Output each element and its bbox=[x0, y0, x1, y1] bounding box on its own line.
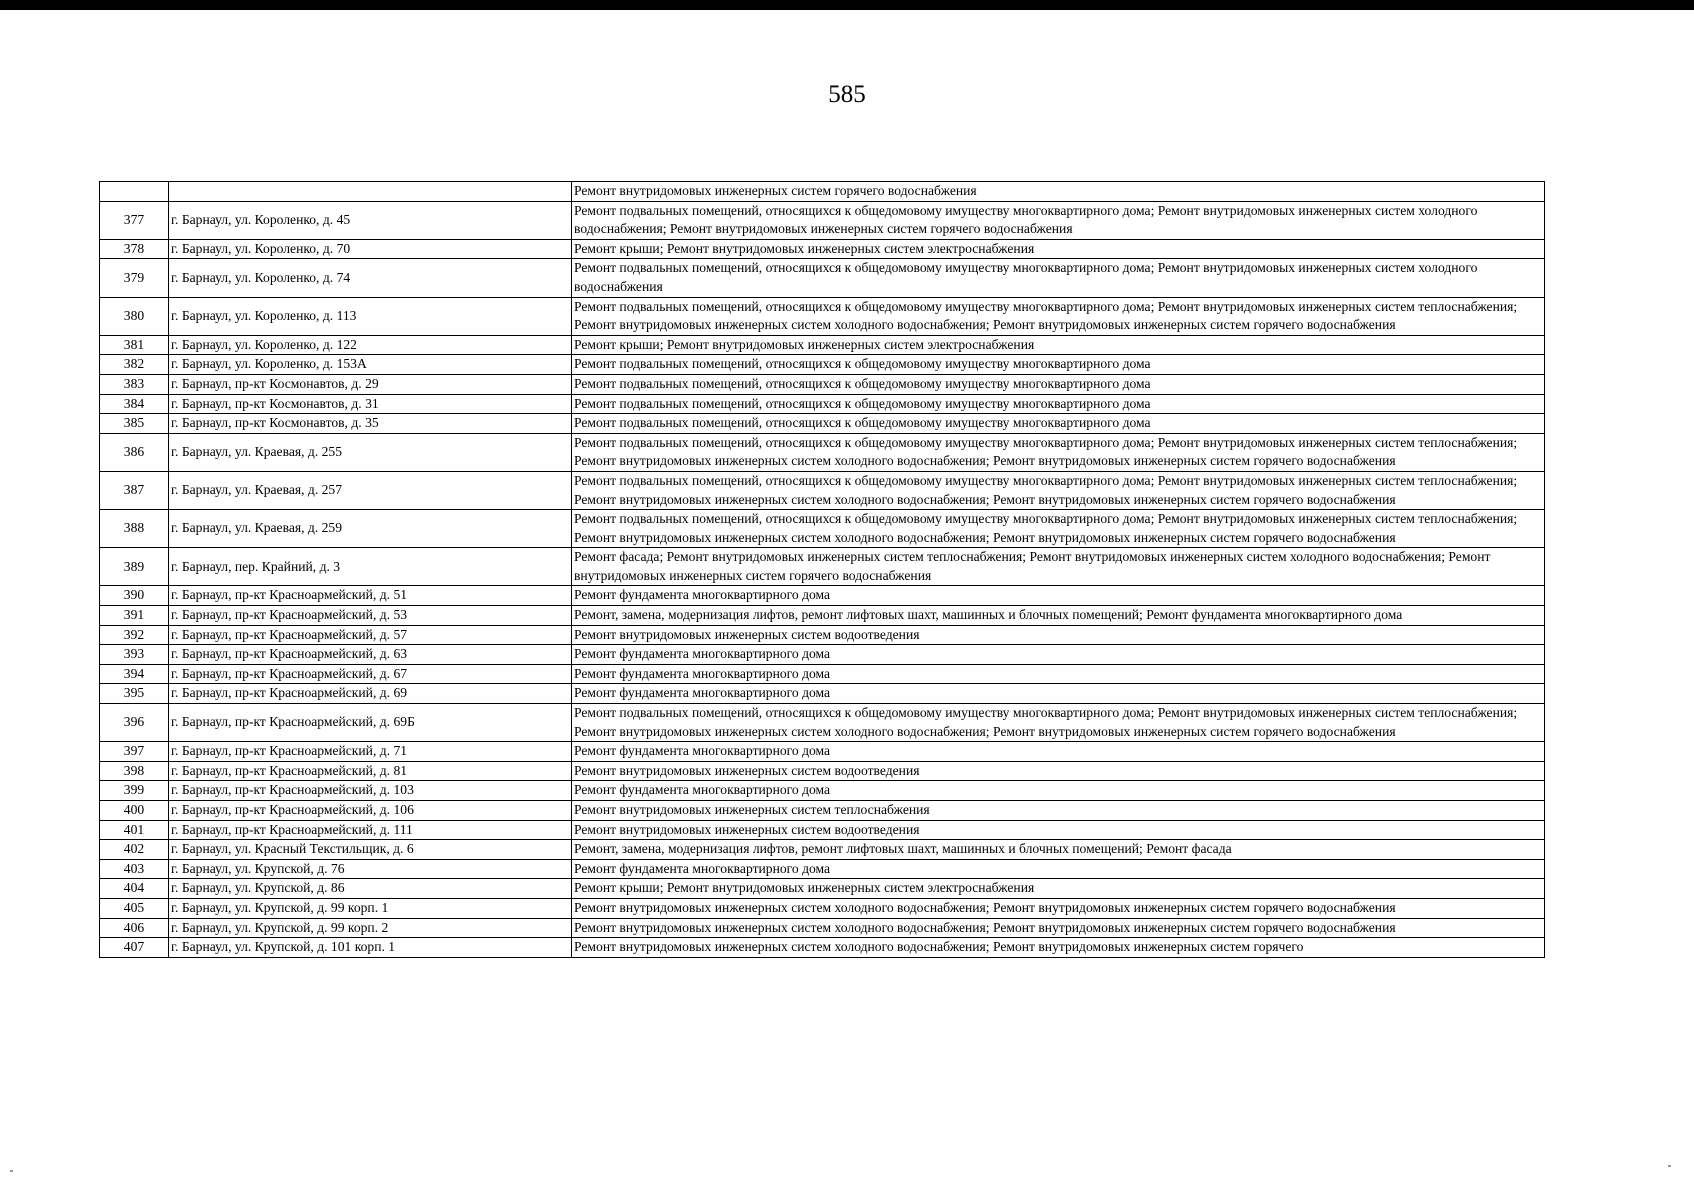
table-row bbox=[100, 918, 1545, 938]
address-cell: г. Барнаул, ул. Короленко, д. 113 bbox=[169, 297, 572, 335]
row-number-cell: 379 bbox=[100, 259, 169, 297]
address-cell: г. Барнаул, ул. Крупской, д. 101 корп. 1 bbox=[169, 938, 572, 958]
table-row bbox=[100, 859, 1545, 879]
work-types-cell: Ремонт внутридомовых инженерных систем теплоснабжения bbox=[572, 801, 1545, 821]
row-number-cell bbox=[100, 182, 169, 202]
table-row bbox=[100, 606, 1545, 626]
work-types-cell: Ремонт внутридомовых инженерных систем холодного водоснабжения; Ремонт внутридомовых инженерных систем горячего водоснабжения bbox=[572, 918, 1545, 938]
table-row bbox=[100, 820, 1545, 840]
row-number-cell: 397 bbox=[100, 742, 169, 762]
table-row bbox=[100, 374, 1545, 394]
work-types-cell: Ремонт фундамента многоквартирного дома bbox=[572, 859, 1545, 879]
table-row bbox=[100, 704, 1545, 742]
scan-speck bbox=[10, 1170, 13, 1172]
work-types-cell: Ремонт крыши; Ремонт внутридомовых инженерных систем электроснабжения bbox=[572, 239, 1545, 259]
row-number-cell: 405 bbox=[100, 898, 169, 918]
work-types-cell: Ремонт фундамента многоквартирного дома bbox=[572, 664, 1545, 684]
row-number-cell: 385 bbox=[100, 414, 169, 434]
work-types-cell: Ремонт внутридомовых инженерных систем холодного водоснабжения; Ремонт внутридомовых инженерных систем горячего bbox=[572, 938, 1545, 958]
row-number-cell: 389 bbox=[100, 548, 169, 586]
address-cell: г. Барнаул, ул. Краевая, д. 259 bbox=[169, 510, 572, 548]
row-number-cell: 392 bbox=[100, 625, 169, 645]
row-number-cell: 393 bbox=[100, 645, 169, 665]
work-types-cell: Ремонт подвальных помещений, относящихся к общедомовому имуществу многоквартирного дома bbox=[572, 414, 1545, 434]
work-types-cell: Ремонт подвальных помещений, относящихся к общедомовому имуществу многоквартирного дома bbox=[572, 355, 1545, 375]
table-row bbox=[100, 471, 1545, 509]
table-row bbox=[100, 297, 1545, 335]
address-cell: г. Барнаул, ул. Крупской, д. 76 bbox=[169, 859, 572, 879]
address-cell: г. Барнаул, ул. Короленко, д. 153А bbox=[169, 355, 572, 375]
table-row bbox=[100, 355, 1545, 375]
row-number-cell: 381 bbox=[100, 335, 169, 355]
work-types-cell: Ремонт крыши; Ремонт внутридомовых инженерных систем электроснабжения bbox=[572, 879, 1545, 899]
table-row bbox=[100, 182, 1545, 202]
row-number-cell: 406 bbox=[100, 918, 169, 938]
table-row bbox=[100, 201, 1545, 239]
address-cell: г. Барнаул, пр-кт Космонавтов, д. 35 bbox=[169, 414, 572, 434]
page-number: 585 bbox=[828, 81, 866, 108]
address-cell: г. Барнаул, ул. Краевая, д. 257 bbox=[169, 471, 572, 509]
work-types-cell: Ремонт подвальных помещений, относящихся к общедомовому имуществу многоквартирного дома; Ремонт внутридомовых инженерных систем холодного водоснабжения bbox=[572, 259, 1545, 297]
work-types-cell: Ремонт подвальных помещений, относящихся к общедомовому имуществу многоквартирного дома; Ремонт внутридомовых инженерных систем теплоснабжения; Ремонт внутридомовых инженерных систем холодного водоснабжения; Ремонт внутридомовых инженерных систем горячего водоснабжения bbox=[572, 471, 1545, 509]
row-number-cell: 386 bbox=[100, 433, 169, 471]
address-cell: г. Барнаул, ул. Красный Текстильщик, д. 6 bbox=[169, 840, 572, 860]
table-row bbox=[100, 840, 1545, 860]
work-types-cell: Ремонт внутридомовых инженерных систем водоотведения bbox=[572, 625, 1545, 645]
table-row bbox=[100, 625, 1545, 645]
address-cell: г. Барнаул, ул. Крупской, д. 99 корп. 2 bbox=[169, 918, 572, 938]
address-cell: г. Барнаул, пр-кт Красноармейский, д. 67 bbox=[169, 664, 572, 684]
table-row bbox=[100, 742, 1545, 762]
table-row bbox=[100, 586, 1545, 606]
address-cell bbox=[169, 182, 572, 202]
table-row bbox=[100, 879, 1545, 899]
address-cell: г. Барнаул, пр-кт Космонавтов, д. 31 bbox=[169, 394, 572, 414]
table-row bbox=[100, 801, 1545, 821]
work-types-cell: Ремонт подвальных помещений, относящихся к общедомовому имуществу многоквартирного дома bbox=[572, 394, 1545, 414]
row-number-cell: 383 bbox=[100, 374, 169, 394]
address-cell: г. Барнаул, ул. Короленко, д. 122 bbox=[169, 335, 572, 355]
table-row bbox=[100, 510, 1545, 548]
address-cell: г. Барнаул, пр-кт Красноармейский, д. 111 bbox=[169, 820, 572, 840]
address-cell: г. Барнаул, пр-кт Космонавтов, д. 29 bbox=[169, 374, 572, 394]
row-number-cell: 380 bbox=[100, 297, 169, 335]
row-number-cell: 378 bbox=[100, 239, 169, 259]
work-types-cell: Ремонт подвальных помещений, относящихся к общедомовому имуществу многоквартирного дома; Ремонт внутридомовых инженерных систем теплоснабжения; Ремонт внутридомовых инженерных систем холодного водоснабжения; Ремонт внутридомовых инженерных систем горячего водоснабжения bbox=[572, 510, 1545, 548]
row-number-cell: 395 bbox=[100, 684, 169, 704]
table-row bbox=[100, 414, 1545, 434]
address-cell: г. Барнаул, пр-кт Красноармейский, д. 71 bbox=[169, 742, 572, 762]
work-types-cell: Ремонт внутридомовых инженерных систем холодного водоснабжения; Ремонт внутридомовых инженерных систем горячего водоснабжения bbox=[572, 898, 1545, 918]
address-cell: г. Барнаул, пр-кт Красноармейский, д. 69 bbox=[169, 684, 572, 704]
address-cell: г. Барнаул, пр-кт Красноармейский, д. 106 bbox=[169, 801, 572, 821]
row-number-cell: 377 bbox=[100, 201, 169, 239]
table-row bbox=[100, 761, 1545, 781]
address-cell: г. Барнаул, ул. Крупской, д. 86 bbox=[169, 879, 572, 899]
row-number-cell: 384 bbox=[100, 394, 169, 414]
table-row bbox=[100, 898, 1545, 918]
row-number-cell: 403 bbox=[100, 859, 169, 879]
table-row bbox=[100, 259, 1545, 297]
row-number-cell: 396 bbox=[100, 704, 169, 742]
work-types-cell: Ремонт подвальных помещений, относящихся к общедомовому имуществу многоквартирного дома; Ремонт внутридомовых инженерных систем холодного водоснабжения; Ремонт внутридомовых инженерных систем горячего водоснабжения bbox=[572, 201, 1545, 239]
scan-top-border bbox=[0, 0, 1694, 10]
work-types-cell: Ремонт внутридомовых инженерных систем водоотведения bbox=[572, 820, 1545, 840]
repair-registry-table bbox=[99, 181, 1545, 958]
row-number-cell: 399 bbox=[100, 781, 169, 801]
work-types-cell: Ремонт, замена, модернизация лифтов, ремонт лифтовых шахт, машинных и блочных помещений; Ремонт фасада bbox=[572, 840, 1545, 860]
table-row bbox=[100, 684, 1545, 704]
work-types-cell: Ремонт фундамента многоквартирного дома bbox=[572, 781, 1545, 801]
table-row bbox=[100, 645, 1545, 665]
address-cell: г. Барнаул, пр-кт Красноармейский, д. 53 bbox=[169, 606, 572, 626]
work-types-cell: Ремонт внутридомовых инженерных систем водоотведения bbox=[572, 761, 1545, 781]
row-number-cell: 390 bbox=[100, 586, 169, 606]
work-types-cell: Ремонт фундамента многоквартирного дома bbox=[572, 684, 1545, 704]
table-row bbox=[100, 433, 1545, 471]
table-row bbox=[100, 335, 1545, 355]
row-number-cell: 400 bbox=[100, 801, 169, 821]
work-types-cell: Ремонт подвальных помещений, относящихся к общедомовому имуществу многоквартирного дома; Ремонт внутридомовых инженерных систем теплоснабжения; Ремонт внутридомовых инженерных систем холодного водоснабжения; Ремонт внутридомовых инженерных систем горячего водоснабжения bbox=[572, 433, 1545, 471]
row-number-cell: 398 bbox=[100, 761, 169, 781]
work-types-cell: Ремонт внутридомовых инженерных систем горячего водоснабжения bbox=[572, 182, 1545, 202]
address-cell: г. Барнаул, ул. Краевая, д. 255 bbox=[169, 433, 572, 471]
row-number-cell: 382 bbox=[100, 355, 169, 375]
address-cell: г. Барнаул, пер. Крайний, д. 3 bbox=[169, 548, 572, 586]
address-cell: г. Барнаул, пр-кт Красноармейский, д. 103 bbox=[169, 781, 572, 801]
row-number-cell: 394 bbox=[100, 664, 169, 684]
address-cell: г. Барнаул, пр-кт Красноармейский, д. 81 bbox=[169, 761, 572, 781]
scan-speck bbox=[1668, 1165, 1671, 1167]
row-number-cell: 388 bbox=[100, 510, 169, 548]
address-cell: г. Барнаул, пр-кт Красноармейский, д. 69Б bbox=[169, 704, 572, 742]
table-row bbox=[100, 664, 1545, 684]
table-row bbox=[100, 938, 1545, 958]
table-row bbox=[100, 548, 1545, 586]
row-number-cell: 401 bbox=[100, 820, 169, 840]
address-cell: г. Барнаул, ул. Короленко, д. 70 bbox=[169, 239, 572, 259]
address-cell: г. Барнаул, пр-кт Красноармейский, д. 63 bbox=[169, 645, 572, 665]
row-number-cell: 404 bbox=[100, 879, 169, 899]
address-cell: г. Барнаул, ул. Крупской, д. 99 корп. 1 bbox=[169, 898, 572, 918]
work-types-cell: Ремонт крыши; Ремонт внутридомовых инженерных систем электроснабжения bbox=[572, 335, 1545, 355]
row-number-cell: 387 bbox=[100, 471, 169, 509]
address-cell: г. Барнаул, пр-кт Красноармейский, д. 51 bbox=[169, 586, 572, 606]
table-row bbox=[100, 394, 1545, 414]
work-types-cell: Ремонт фундамента многоквартирного дома bbox=[572, 645, 1545, 665]
work-types-cell: Ремонт подвальных помещений, относящихся к общедомовому имуществу многоквартирного дома; Ремонт внутридомовых инженерных систем теплоснабжения; Ремонт внутридомовых инженерных систем холодного водоснабжения; Ремонт внутридомовых инженерных систем горячего водоснабжения bbox=[572, 704, 1545, 742]
work-types-cell: Ремонт фундамента многоквартирного дома bbox=[572, 586, 1545, 606]
row-number-cell: 402 bbox=[100, 840, 169, 860]
address-cell: г. Барнаул, ул. Короленко, д. 74 bbox=[169, 259, 572, 297]
work-types-cell: Ремонт фасада; Ремонт внутридомовых инженерных систем теплоснабжения; Ремонт внутридомовых инженерных систем холодного водоснабжения; Ремонт внутридомовых инженерных систем горячего водоснабжения bbox=[572, 548, 1545, 586]
table-row bbox=[100, 239, 1545, 259]
table-row bbox=[100, 781, 1545, 801]
registry-body bbox=[100, 182, 1545, 958]
work-types-cell: Ремонт, замена, модернизация лифтов, ремонт лифтовых шахт, машинных и блочных помещений; Ремонт фундамента многоквартирного дома bbox=[572, 606, 1545, 626]
work-types-cell: Ремонт подвальных помещений, относящихся к общедомовому имуществу многоквартирного дома bbox=[572, 374, 1545, 394]
row-number-cell: 391 bbox=[100, 606, 169, 626]
work-types-cell: Ремонт фундамента многоквартирного дома bbox=[572, 742, 1545, 762]
row-number-cell: 407 bbox=[100, 938, 169, 958]
address-cell: г. Барнаул, ул. Короленко, д. 45 bbox=[169, 201, 572, 239]
work-types-cell: Ремонт подвальных помещений, относящихся к общедомовому имуществу многоквартирного дома; Ремонт внутридомовых инженерных систем теплоснабжения; Ремонт внутридомовых инженерных систем холодного водоснабжения; Ремонт внутридомовых инженерных систем горячего водоснабжения bbox=[572, 297, 1545, 335]
address-cell: г. Барнаул, пр-кт Красноармейский, д. 57 bbox=[169, 625, 572, 645]
